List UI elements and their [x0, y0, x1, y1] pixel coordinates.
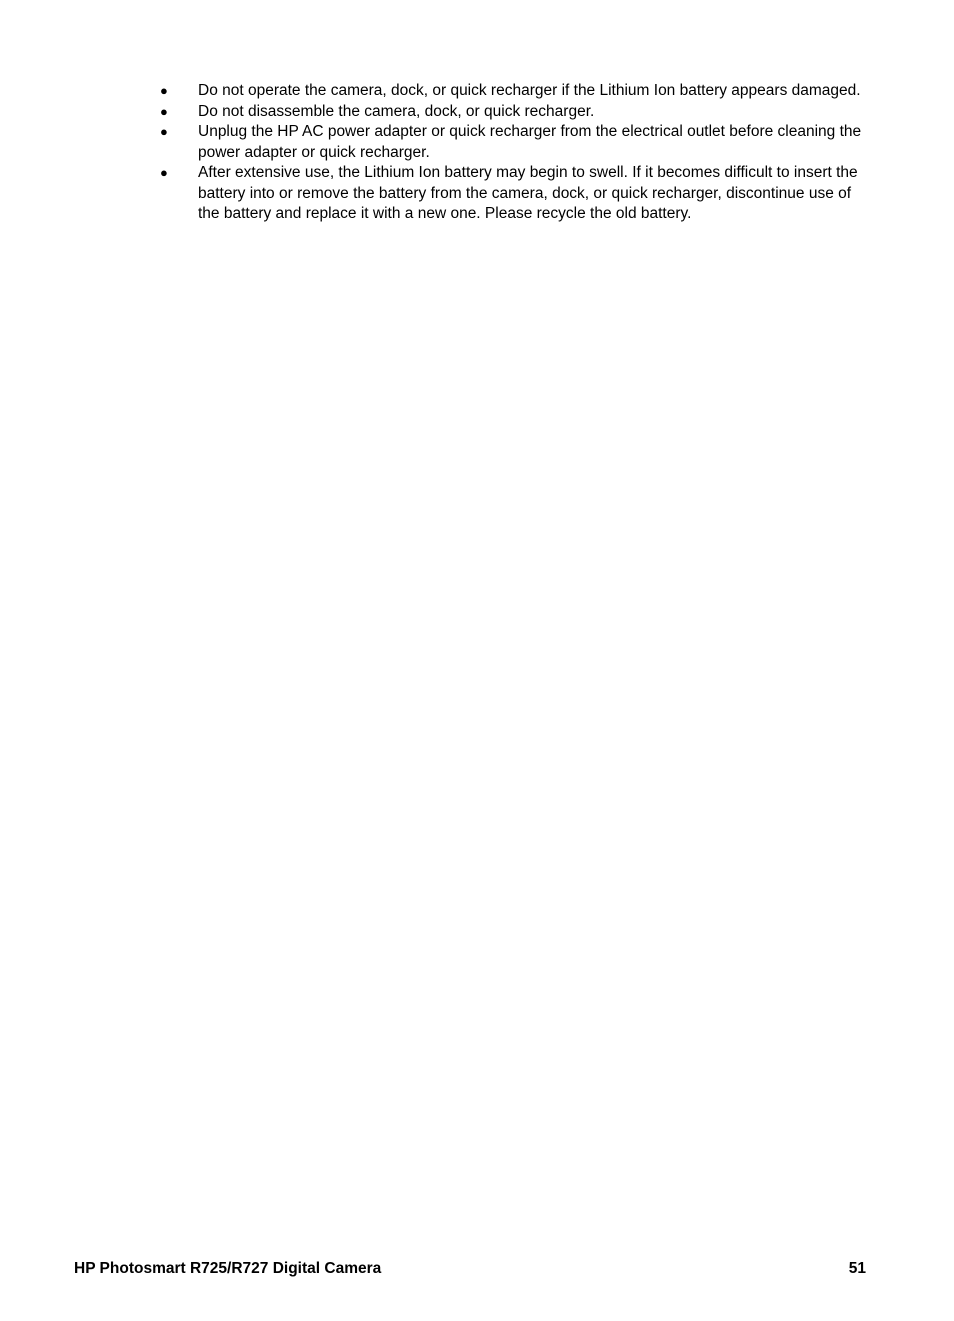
list-item: [160, 102, 870, 123]
list-item: [160, 122, 870, 163]
bullet-icon: ●: [160, 165, 168, 180]
list-item: [160, 163, 870, 225]
bullet-icon: ●: [160, 124, 168, 139]
list-item-text: After extensive use, the Lithium Ion battery may begin to swell. If it becomes difficult to insert the battery into or remove the battery from the camera, dock, or quick recharger, discontinue use of the battery and replace it with a new one. Please recycle the old battery.: [198, 164, 858, 222]
list-item-text: Do not operate the camera, dock, or quick recharger if the Lithium Ion battery appears damaged.: [198, 82, 861, 99]
list-item: [160, 81, 870, 102]
list-item-text: Unplug the HP AC power adapter or quick recharger from the electrical outlet before cleaning the power adapter or quick recharger.: [198, 123, 862, 161]
page-number: 51: [848, 1260, 866, 1277]
footer-title: HP Photosmart R725/R727 Digital Camera: [74, 1260, 382, 1277]
bullet-icon: ●: [160, 83, 168, 98]
bullet-icon: ●: [160, 103, 168, 119]
safety-bullet-list: [160, 81, 870, 225]
page-footer: [74, 1258, 866, 1280]
list-item-text: Do not disassemble the camera, dock, or quick recharger.: [198, 102, 595, 120]
